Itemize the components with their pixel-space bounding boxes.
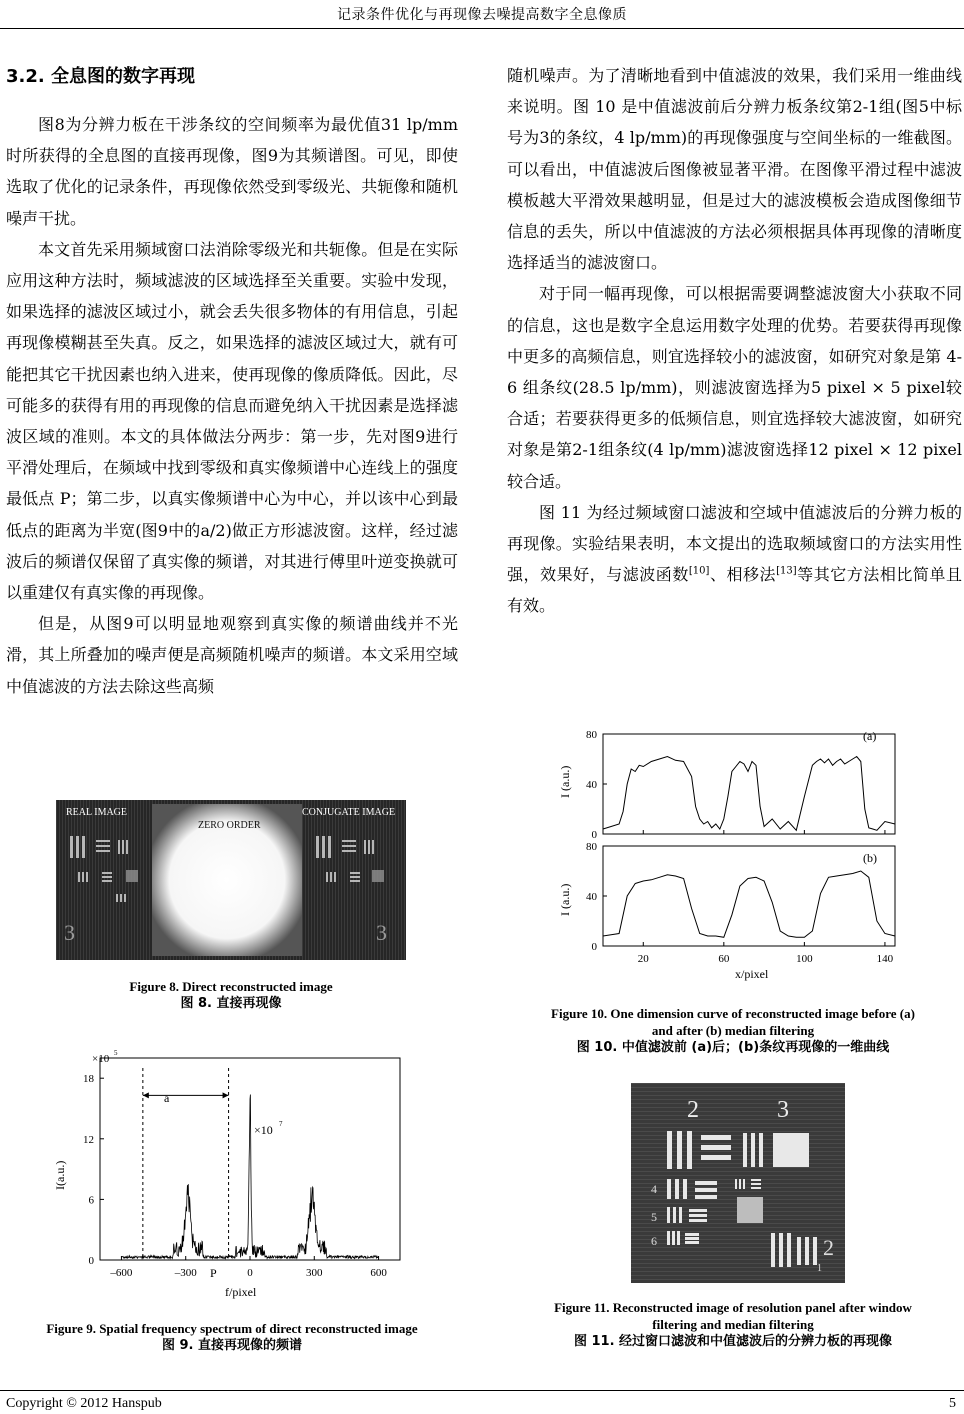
figure-11-image: [631, 1083, 845, 1283]
x-tick-label: 0: [247, 1267, 253, 1279]
annotation-p: P: [210, 1266, 217, 1280]
caption-en: filtering and median filtering: [652, 1317, 814, 1332]
group-label: 3: [777, 1097, 789, 1123]
x-tick-label: –300: [174, 1267, 197, 1279]
y-tick-label: 80: [586, 729, 597, 741]
paragraph: 对于同一幅再现像，可以根据需要调整滤波窗大小获取不同的信息，这也是数字全息运用数字处理的优势。若要获得再现像中更多的高频信息，则宜选择较小的滤波窗，如研究对象是第 4-6 组条纹(28.5 lp/mm)，则滤波窗选择为5 pixel × 5 pixel较合适；若要获得更多的低频信息，则宜选择较大滤波窗，如研究对象是第2-1组条纹(4 lp/mm)滤波窗选择12 pixel × 12 pixel较合适。: [507, 284, 962, 491]
y-scale-left-exp: 5: [114, 1049, 118, 1057]
paragraph: 随机噪声。为了清晰地看到中值滤波的效果，我们采用一维曲线来说明。图 10 是中值滤波前后分辨力板条纹第2-1组(图5中标号为3的条纹，4 lp/mm)的再现像强度与空间坐标的一维截图。可以看出，中值滤波后图像被显著平滑。在图像平滑过程中滤波模板越大平滑效果越明显，但是过大的滤波模板会造成图像细节信息的丢失，所以中值滤波的方法必须根据具体再现像的清晰度选择适当的滤波窗口。: [507, 66, 962, 273]
figure-8-image: [56, 800, 406, 960]
panel-a-label: (a): [863, 729, 877, 743]
plot-frame: [100, 1058, 400, 1260]
y-tick-label: 6: [88, 1194, 94, 1207]
plot-frame: [603, 846, 895, 946]
y-tick-label: 40: [586, 779, 597, 791]
series-b-line: [603, 871, 895, 937]
caption-en: Figure 8. Direct reconstructed image: [129, 979, 333, 994]
x-tick-label: 100: [796, 953, 813, 965]
figure-9-chart: [50, 1040, 420, 1305]
row-label: 5: [651, 1210, 657, 1224]
x-tick-label: –600: [110, 1267, 133, 1279]
x-axis-label: f/pixel: [225, 1285, 257, 1299]
y-tick-label: 80: [586, 841, 597, 853]
caption-zh: 图 9. 直接再现像的频谱: [161, 1338, 303, 1353]
section-title: 3.2. 全息图的数字再现: [6, 66, 195, 87]
row-label: 4: [651, 1182, 657, 1196]
annotation-a: a: [164, 1091, 170, 1105]
x-tick-label: 60: [718, 953, 730, 965]
copyright: Copyright © 2012 Hanspub: [6, 1396, 162, 1411]
caption-en: Figure 11. Reconstructed image of resolution panel after window: [554, 1300, 912, 1315]
figure-11-caption: [505, 1299, 961, 1350]
header-rule: [0, 28, 964, 29]
figure-8-glyph: 3: [376, 920, 387, 945]
y-scale-center: ×10: [254, 1123, 273, 1137]
arrow-head: [143, 1092, 149, 1098]
y-tick-label: 18: [83, 1073, 94, 1086]
x-axis-label: x/pixel: [735, 967, 769, 981]
caption-en: Figure 10. One dimension curve of reconstructed image before (a): [551, 1006, 915, 1021]
x-tick-label: 600: [370, 1267, 387, 1279]
caption-en: Figure 9. Spatial frequency spectrum of direct reconstructed image: [46, 1321, 418, 1336]
paragraph-text: 等其它方法相比简单且有效。: [507, 565, 962, 616]
y-tick-label: 0: [88, 1255, 94, 1267]
caption-zh: 图 11. 经过窗口滤波和中值滤波后的分辨力板的再现像: [573, 1334, 893, 1349]
figure-8-glyph: 3: [64, 920, 75, 945]
figure-9-caption: [0, 1320, 464, 1354]
caption-zh: 图 10. 中值滤波前 (a)后；(b)条纹再现像的一维曲线: [576, 1040, 890, 1055]
x-tick-label: 140: [876, 953, 894, 965]
footer-rule: [0, 1390, 964, 1391]
running-header: 记录条件优化与再现像去噪提高数字全息像质: [337, 7, 627, 23]
y-tick-label: 0: [591, 829, 597, 841]
y-scale-center-exp: 7: [279, 1120, 283, 1128]
y-axis-label-a: I (a.u.): [558, 765, 572, 798]
panel-b-label: (b): [863, 851, 877, 865]
y-tick-label: 0: [591, 941, 597, 953]
y-scale-left: ×10: [92, 1053, 110, 1065]
paragraph: 但是，从图9可以明显地观察到真实像的频谱曲线并不光滑，其上所叠加的噪声便是高频随机噪声的频谱。本文采用空域中值滤波的方法去除这些高频: [6, 614, 458, 696]
arrow-head: [223, 1092, 229, 1098]
y-tick-label: 40: [586, 891, 597, 903]
paragraph-text: 图 11 为经过频域窗口滤波和空域中值滤波后的分辨力板的再现像。实验结果表明，本文提出的选取频域窗口的方法实用性强，效果好，与滤波函数: [507, 502, 962, 585]
row-label: 6: [651, 1234, 657, 1248]
side-label: 2: [823, 1235, 834, 1260]
x-tick-label: 300: [306, 1267, 323, 1279]
conjugate-image-label: CONJUGATE IMAGE: [302, 807, 396, 818]
x-tick-label: 20: [637, 953, 649, 965]
y-axis-label-b: I (a.u.): [558, 883, 572, 916]
figure-10-chart: [555, 720, 925, 990]
caption-zh: 图 8. 直接再现像: [180, 996, 282, 1011]
y-axis-label: I(a.u.): [53, 1160, 67, 1190]
paragraph: 图8为分辨力板在干涉条纹的空间频率为最优值31 lp/mm时所获得的全息图的直接再现像，图9为其频谱图。可见，即使选取了优化的记录条件，再现像依然受到零级光、共轭像和随机噪声干扰。: [6, 115, 458, 228]
citation: [10]: [688, 565, 710, 577]
figure-8-caption: [56, 978, 406, 1012]
plot-frame: [603, 734, 895, 834]
left-column: [6, 109, 458, 702]
real-image-label: REAL IMAGE: [66, 807, 128, 818]
series-a-line: [603, 757, 895, 831]
group-label: 2: [687, 1097, 699, 1123]
paragraph: 本文首先采用频域窗口法消除零级光和共轭像。但是在实际应用这种方法时，频域滤波的区域选择至关重要。实验中发现，如果选择的滤波区域过小，就会丢失很多物体的有用信息，引起再现像模糊甚至失真。反之，如果选择的滤波区域过大，就有可能把其它干扰因素也纳入进来，使再现像的像质降低。因此，尽可能多的获得有用的再现像的信息而避免纳入干扰因素是选择滤波区域的准则。本文的具体做法分两步：第一步，先对图9进行平滑处理后，在频域中找到零级和真实像频谱中心连线上的强度最低点 P；第二步，以真实像频谱中心为中心，并以该中心到最低点的距离为半宽(图9中的a/2)做正方形滤波窗。这样，经过滤波后的频谱仅保留了真实像的频谱，对其进行傅里叶逆变换就可以重建仅有真实像的再现像。: [6, 239, 458, 603]
spectrum-series-line: [121, 1095, 378, 1259]
citation: [13]: [776, 565, 797, 577]
side-label: 1: [817, 1263, 822, 1274]
figure-10-caption: [505, 1005, 961, 1056]
caption-en: and after (b) median filtering: [651, 1023, 815, 1038]
paragraph-text: 、相移法: [709, 565, 777, 585]
y-tick-label: 12: [83, 1133, 94, 1146]
paragraph: [507, 497, 962, 622]
right-column: [507, 60, 962, 622]
zero-order-label: ZERO ORDER: [198, 820, 261, 831]
page-number: 5: [949, 1396, 956, 1411]
